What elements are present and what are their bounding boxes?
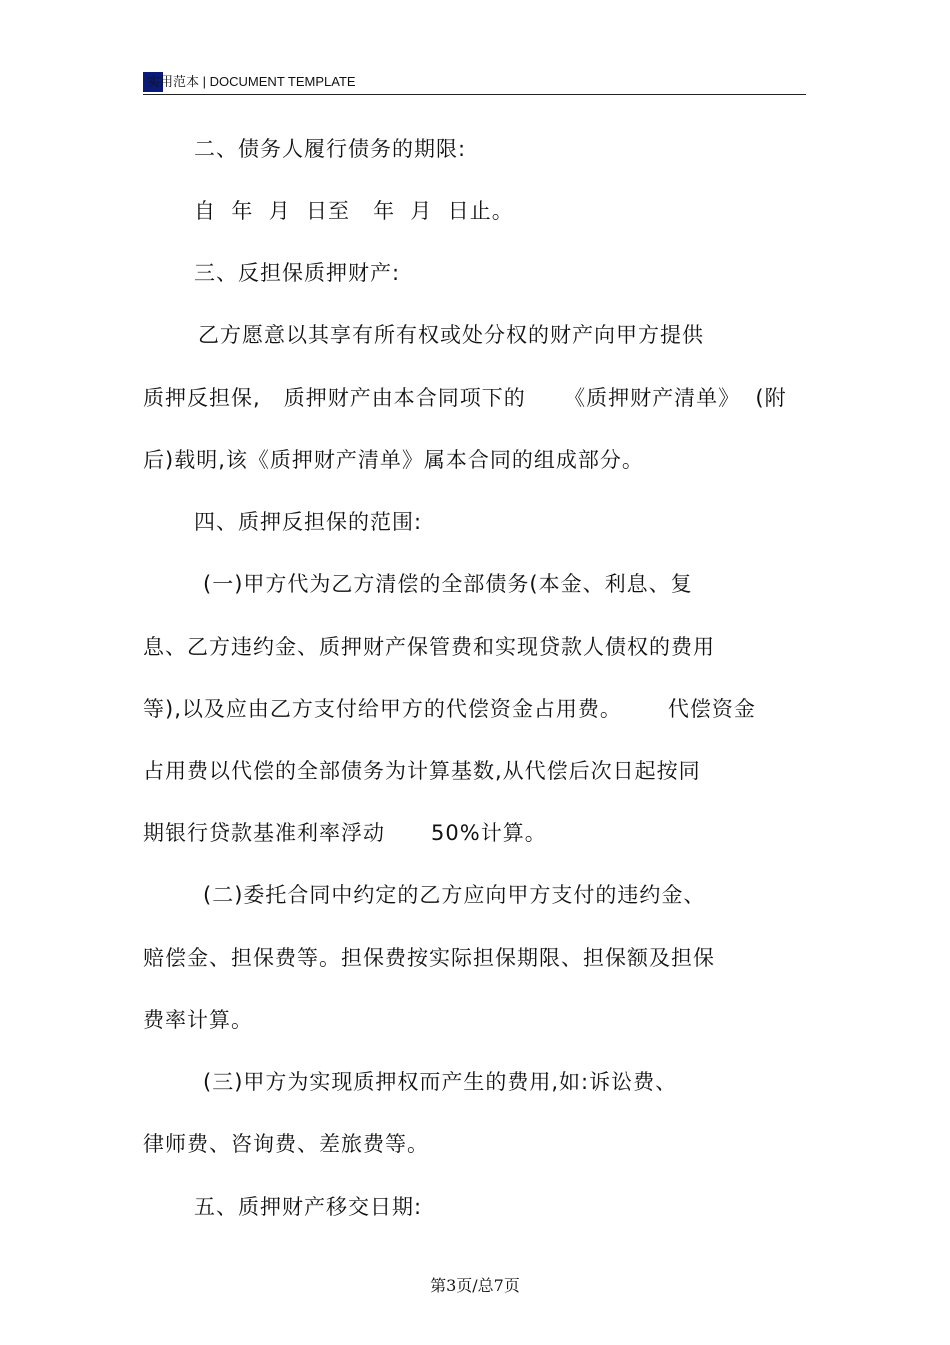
paragraph-line: (二)委托合同中约定的乙方应向甲方支付的违约金、 bbox=[203, 883, 706, 907]
paragraph-line: 息、乙方违约金、质押财产保管费和实现贷款人债权的费用 bbox=[143, 635, 715, 659]
header-subtitle: DOCUMENT TEMPLATE bbox=[209, 74, 356, 89]
paragraph-line: 赔偿金、担保费等。担保费按实际担保期限、担保额及担保 bbox=[143, 946, 715, 970]
paragraph-line: 自 年 月 日至 年 月 日止。 bbox=[194, 199, 514, 223]
paragraph-line: 占用费以代偿的全部债务为计算基数,从代偿后次日起按同 bbox=[143, 759, 701, 783]
page-number: 第3页/总7页 bbox=[430, 1276, 520, 1295]
header-title bbox=[147, 71, 356, 90]
section-heading-3: 三、反担保质押财产: bbox=[194, 261, 401, 285]
paragraph-line: 费率计算。 bbox=[143, 1008, 253, 1032]
section-heading-4: 四、质押反担保的范围: bbox=[194, 510, 423, 534]
paragraph-line: 后)载明,该《质押财产清单》属本合同的组成部分。 bbox=[143, 448, 644, 472]
header-separator: | bbox=[202, 74, 207, 89]
paragraph-line: (一)甲方代为乙方清偿的全部债务(本金、利息、复 bbox=[203, 572, 693, 596]
paragraph-line: 质押反担保, 质押财产由本合同项下的 《质押财产清单》 (附 bbox=[143, 386, 787, 410]
paragraph-line: 乙方愿意以其享有所有权或处分权的财产向甲方提供 bbox=[198, 323, 704, 347]
section-heading-2: 二、债务人履行债务的期限: bbox=[194, 137, 467, 161]
paragraph-line: 律师费、咨询费、差旅费等。 bbox=[143, 1132, 429, 1156]
paragraph-line: 期银行贷款基准利率浮动 50%计算。 bbox=[143, 821, 547, 845]
page-header bbox=[143, 70, 806, 95]
paragraph-line: (三)甲方为实现质押权而产生的费用,如:诉讼费、 bbox=[203, 1070, 678, 1094]
section-heading-5: 五、质押财产移交日期: bbox=[194, 1195, 423, 1219]
header-brand: 实用范本 bbox=[147, 74, 200, 89]
paragraph-line: 等),以及应由乙方支付给甲方的代偿资金占用费。 代偿资金 bbox=[143, 697, 756, 721]
